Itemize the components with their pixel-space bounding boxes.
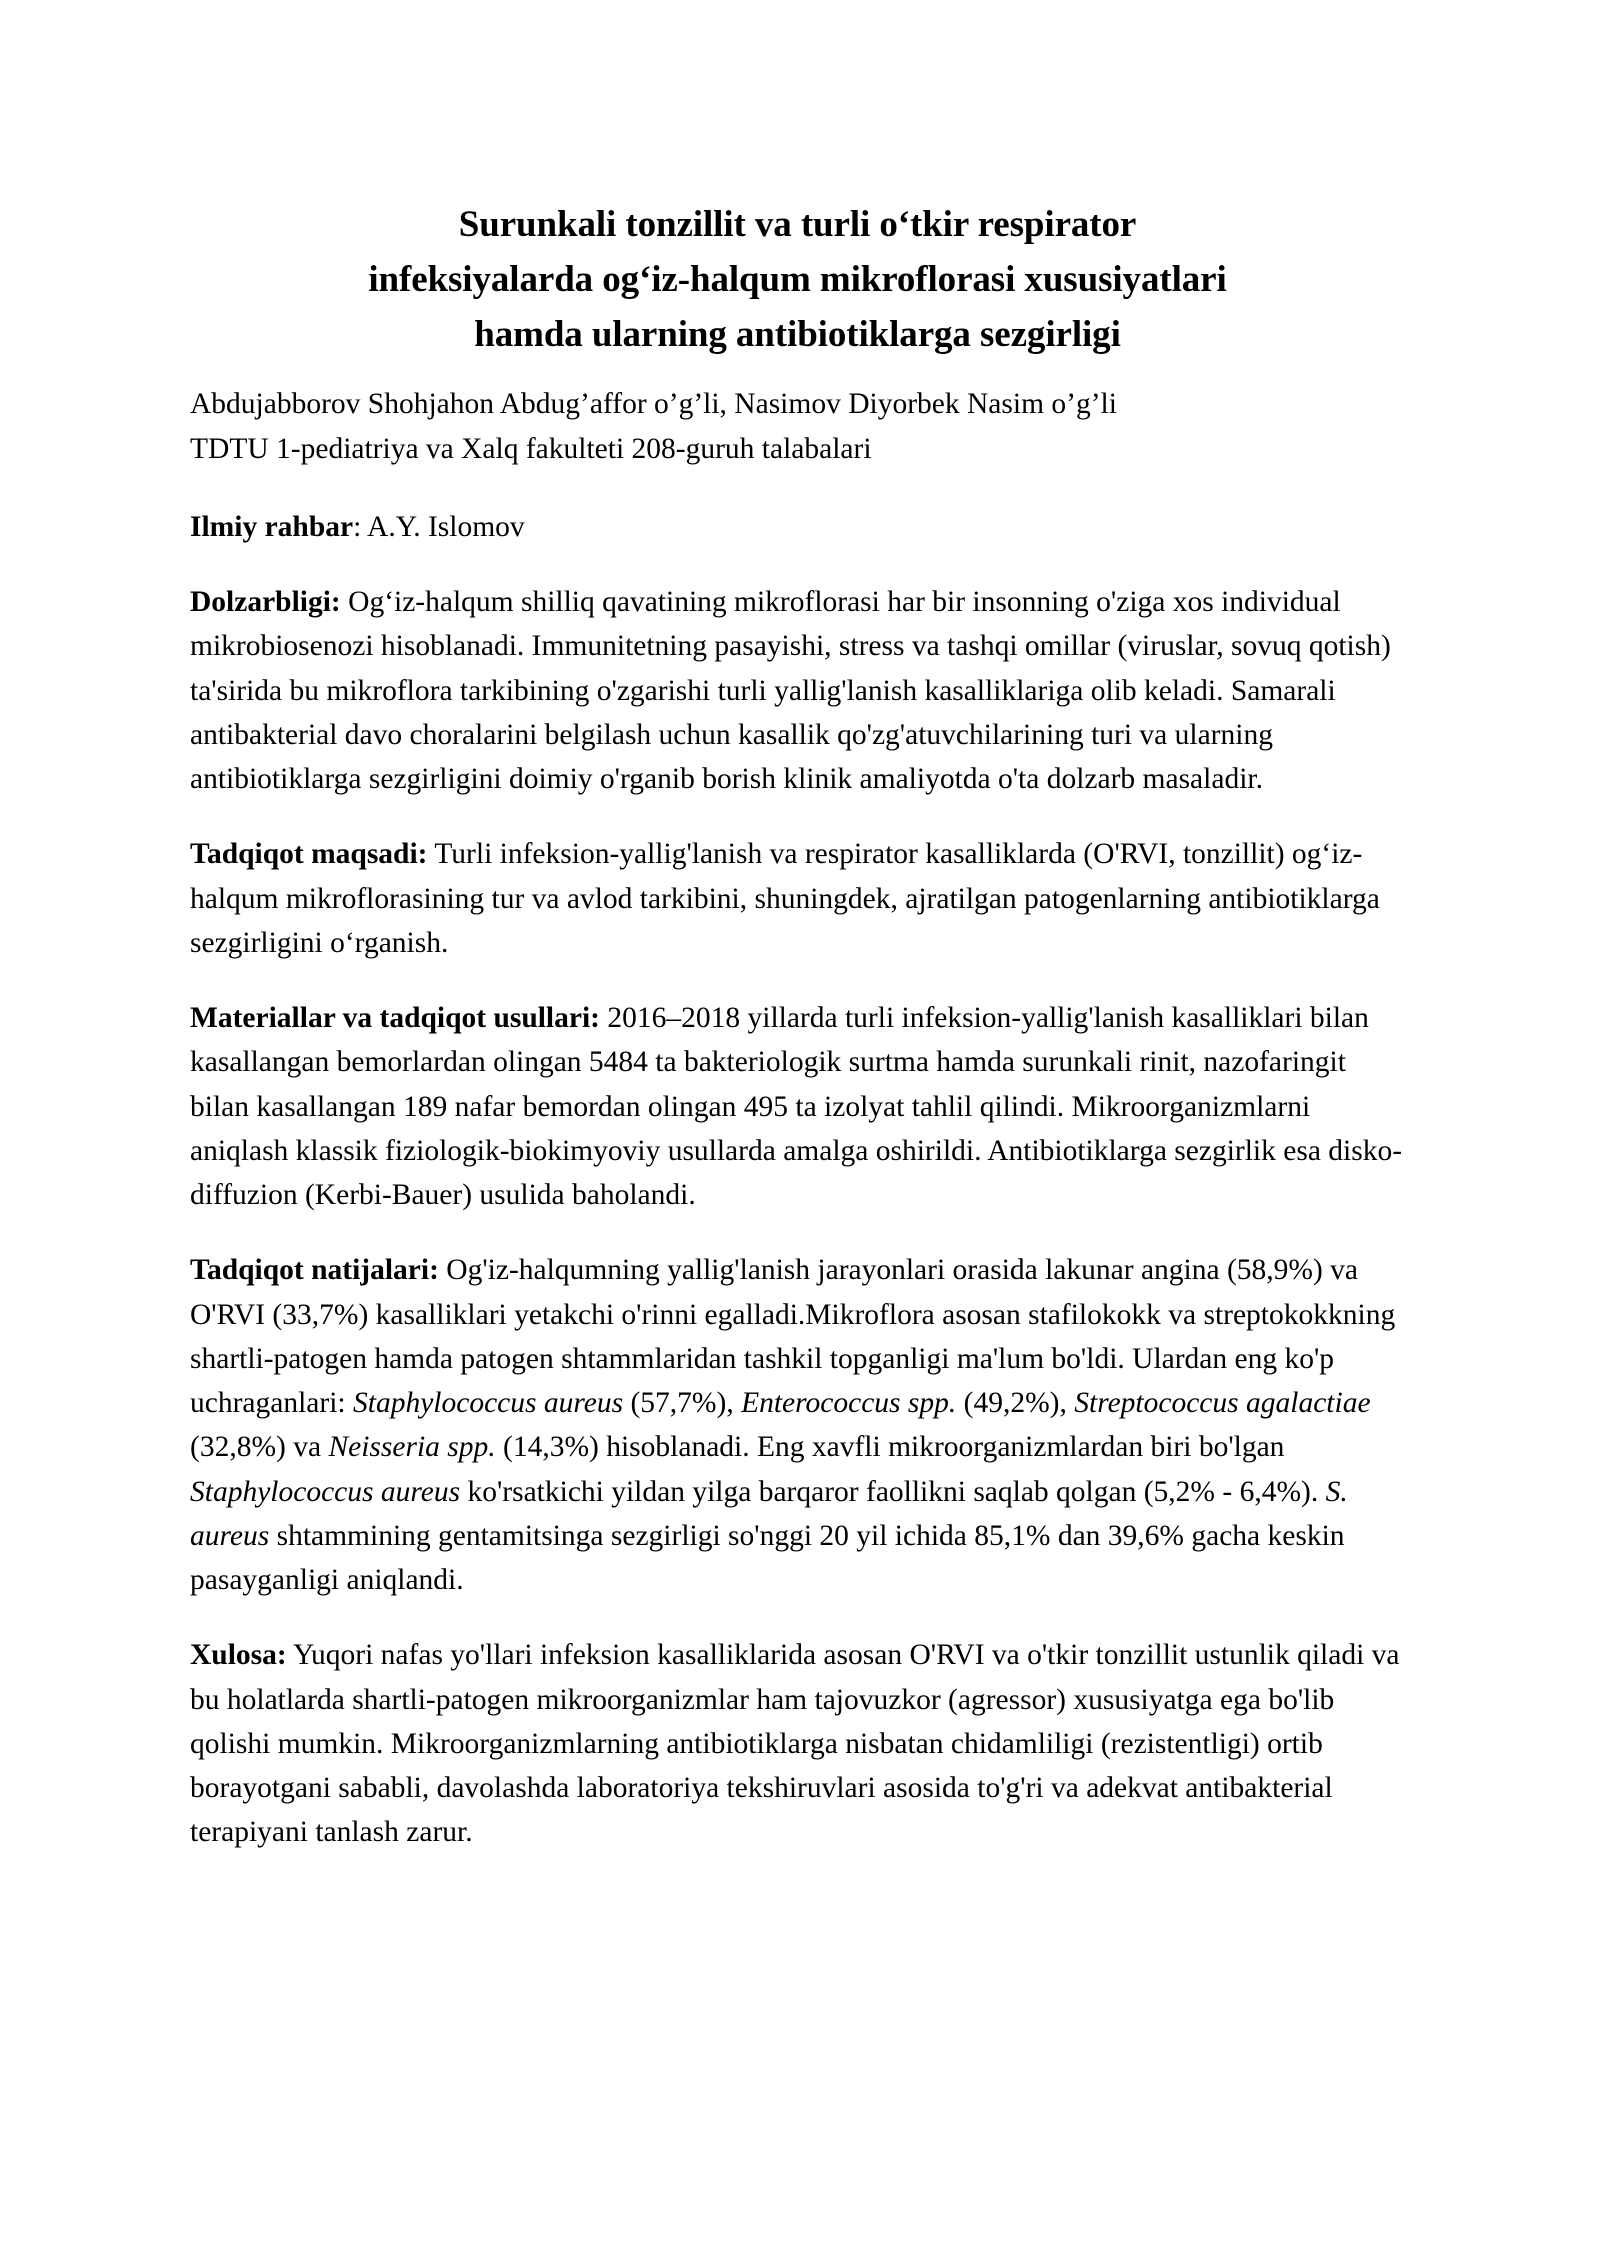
species-name: Neisseria spp.	[328, 1431, 496, 1464]
text-run: (32,8%) va	[190, 1431, 329, 1464]
species-name: Enterococcus spp.	[741, 1387, 957, 1420]
advisor-separator: :	[353, 510, 368, 543]
section-dolzarbligi	[190, 580, 1405, 801]
page-title	[190, 0, 1405, 362]
text-run: (14,3%) hisoblanadi. Eng xavfli mikroorganizmlardan biri bo'lgan	[495, 1431, 1285, 1464]
text-run: (49,2%),	[956, 1387, 1075, 1420]
species-name: Staphylococcus aureus	[190, 1475, 461, 1508]
text-run: shtammining gentamitsinga sezgirligi so'nggi 20 yil ichida 85,1% dan 39,6% gacha keskin pasayganligi aniqlandi.	[190, 1519, 1345, 1597]
species-name: Staphylococcus aureus	[353, 1387, 624, 1420]
advisor-label: Ilmiy rahbar	[190, 510, 354, 543]
section-text-tadqiqot-maqsadi: Turli infeksion-yallig'lanish va respirator kasalliklarda (O'RVI, tonzillit) og‘iz-halqum mikroflorasining tur va avlod tarkibini, shuningdek, ajratilgan patogenlarning antibiotiklarga sezgirligini o‘rganish.	[190, 838, 1380, 959]
species-name: S. aureus	[190, 1475, 1348, 1552]
section-text-tadqiqot-natijalari	[190, 1254, 1395, 1596]
section-label-xulosa: Xulosa:	[190, 1639, 287, 1672]
title-line-1: Surunkali tonzillit va turli o‘tkir respirator	[458, 204, 1137, 245]
text-run: Og'iz-halqumning yallig'lanish jarayonlari orasida lakunar angina (58,9%) va O'RVI (33,7%) kasalliklari yetakchi o'rinni egalladi.Mikroflora asosan stafilokokk va streptokokkning shartli-patogen hamda patogen shtammlaridan tashkil topganligi ma'lum bo'ldi. Ulardan eng ko'p uchraganlari:	[190, 1254, 1396, 1420]
document-content	[190, 0, 1405, 1855]
section-text-xulosa: Yuqori nafas yo'llari infeksion kasalliklarida asosan O'RVI va o'tkir tonzillit ustunlik qiladi va bu holatlarda shartli-patogen mikroorganizmlar ham tajovuzkor (agressor) xususiyatga ega bo'lib qolishi mumkin. Mikroorganizmlarning antibiotiklarga nisbatan chidamliligi (rezistentligi) ortib borayotgani sababli, davolashda laboratoriya tekshiruvlari asosida to'g'ri va adekvat antibakterial terapiyani tanlash zarur.	[190, 1639, 1400, 1849]
advisor-line	[190, 505, 1405, 549]
section-tadqiqot-maqsadi	[190, 832, 1405, 965]
section-label-tadqiqot-maqsadi: Tadqiqot maqsadi:	[190, 838, 428, 871]
title-line-2: infeksiyalarda og‘iz-halqum mikroflorasi xususiyatlari	[368, 258, 1227, 300]
section-materiallar-va-tadqiqot-usullari	[190, 996, 1405, 1217]
section-xulosa	[190, 1633, 1405, 1854]
text-run: (57,7%),	[623, 1387, 742, 1420]
species-name: Streptococcus agalactiae	[1074, 1387, 1371, 1420]
author-line-1: Abdujabborov Shohjahon Abdug’affor o’g’li, Nasimov Diyorbek Nasim o’g’li	[190, 388, 1117, 421]
title-line-3: hamda ularning antibiotiklarga sezgirligi	[474, 313, 1121, 355]
section-text-materiallar: 2016–2018 yillarda turli infeksion-yallig'lanish kasalliklari bilan kasallangan bemorlardan olingan 5484 ta bakteriologik surtma hamda surunkali rinit, nazofaringit bilan kasallangan 189 nafar bemordan olingan 495 ta izolyat tahlil qilindi. Mikroorganizmlarni aniqlash klassik fiziologik-biokimyoviy usullarda amalga oshirildi. Antibiotiklarga sezgirlik esa disko-diffuzion (Kerbi-Bauer) usulida baholandi.	[190, 1002, 1403, 1212]
section-text-dolzarbligi: Og‘iz-halqum shilliq qavatining mikroflorasi har bir insonning o'ziga xos individual mikrobiosenozi hisoblanadi. Immunitetning pasayishi, stress va tashqi omillar (viruslar, sovuq qotish) ta'sirida bu mikroflora tarkibining o'zgarishi turli yallig'lanish kasalliklariga olib keladi. Samarali antibakterial davo choralarini belgilash uchun kasallik qo'zg'atuvchilarining turi va ularning antibiotiklarga sezgirligini doimiy o'rganib borish klinik amaliyotda o'ta dolzarb masaladir.	[190, 586, 1391, 796]
advisor-name: A.Y. Islomov	[367, 510, 525, 543]
section-label-dolzarbligi: Dolzarbligi:	[190, 586, 341, 619]
section-label-tadqiqot-natijalari: Tadqiqot natijalari:	[190, 1254, 439, 1287]
text-run: ko'rsatkichi yildan yilga barqaror faollikni saqlab qolgan (5,2% - 6,4%).	[460, 1475, 1326, 1508]
author-line-2: TDTU 1-pediatriya va Xalq fakulteti 208-guruh talabalari	[190, 433, 872, 466]
section-label-materiallar: Materiallar va tadqiqot usullari:	[190, 1002, 600, 1035]
section-tadqiqot-natijalari	[190, 1248, 1405, 1602]
authors-block	[190, 382, 1405, 472]
